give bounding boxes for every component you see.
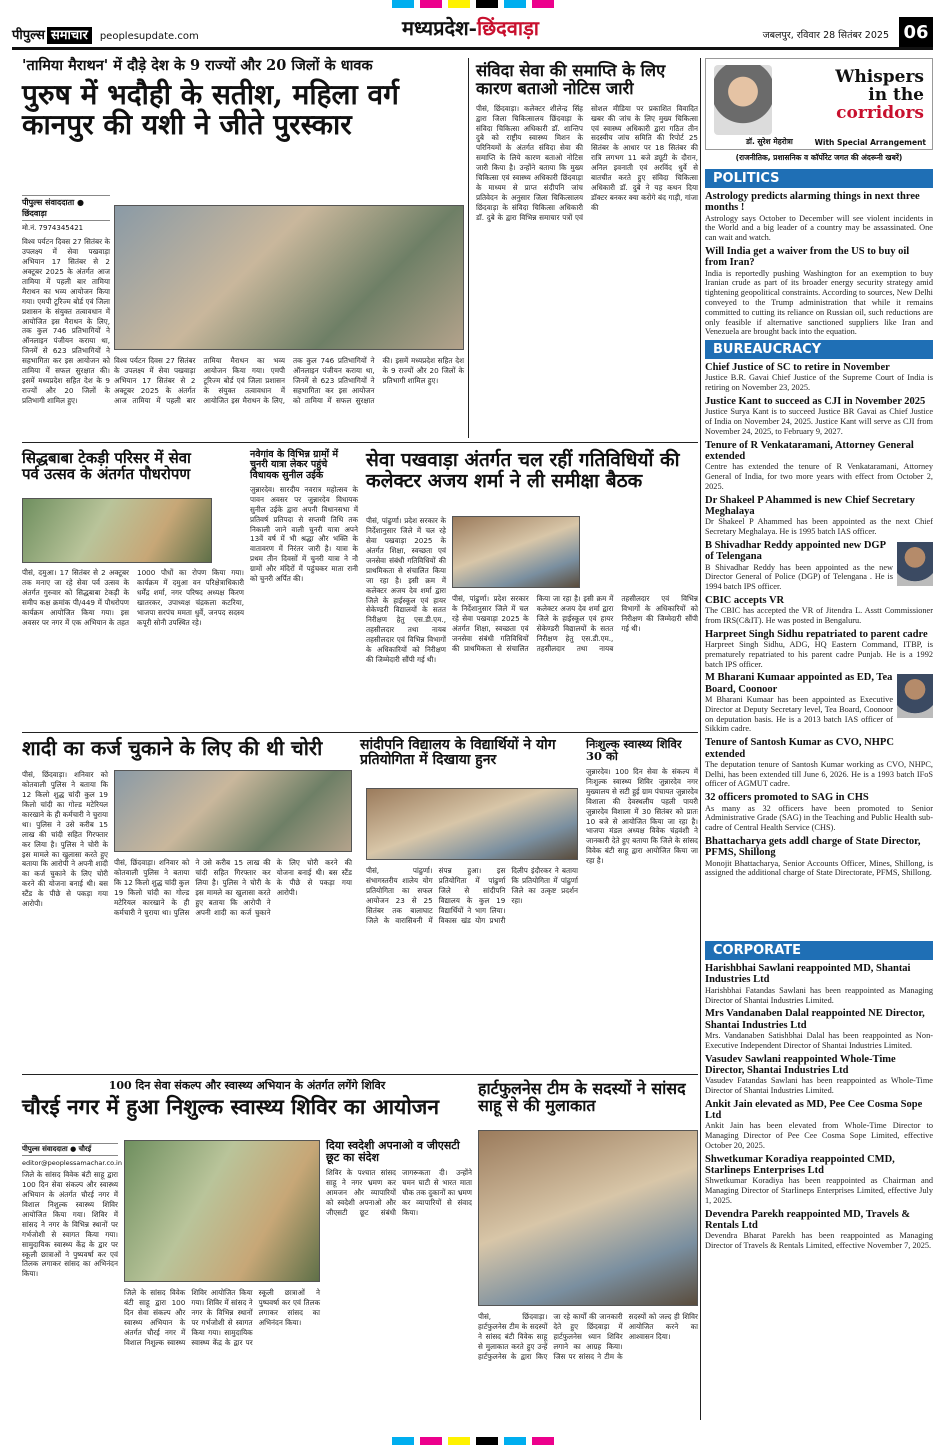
story-body: जुन्नारदेव। सारदीय नवरात्र महोत्सव के पावन अवसर पर जुन्नारदेव विधायक सुनील उईके द्वारा अपनी विधानसभा में प्रतिवर्ष प्रतिपदा से सप्तमी तिथि तक निकाली जाने वाली चुनरी यात्रा अपने 13वें वर्ष में भी श्रद्धा और भक्ति के वातावरण में निरंतर जारी है। यात्रा के प्रथम तीन दिवसों में चुनरी यात्रा ने नौ ग्रामों और मंदिरों में पहुंचकर माता रानी को चुनरी अर्पित की।: [250, 484, 358, 584]
news-item: [705, 440, 933, 492]
news-item-body: Devendra Bharat Parekh has been reappointed as Managing Director of Travels & Rentals Limited, effective November 7, 2025.: [705, 1231, 933, 1251]
story-mobile: मो.नं. 7974345421: [22, 224, 84, 232]
news-item: [705, 540, 933, 592]
news-item: [705, 1154, 933, 1206]
arrangement-note: With Special Arrangement: [814, 138, 926, 147]
story-collector-review: [366, 450, 698, 491]
masthead: [12, 14, 933, 50]
story-headline: सांदीपनि विद्यालय के विद्यार्थियों ने योग प्रतियोगिता में दिखाया हुनर: [360, 737, 556, 769]
whispers-title: Whispers in the corridors: [835, 67, 924, 123]
story-theft-body: पीसं, छिंदवाड़ा। शनिवार को कोतवाली पुलिस ने बताया कि 12 किलो शुद्ध चांदी कुल 19 किलो चांदी का गोल्ड मटेरियल कारखाने के ही कर्मचारी ने चुराया था। पुलिस ने उसे करीब 15 लाख की चांदी सहित गिरफ्तार कर लिया है। पुलिस ने चोरी के इस मामले का खुलासा करते हुए बताया कि आरोपी ने अपनी शादी का कर्ज चुकाने के लिए चोरी करने की योजना बनाई थी। बस स्टैंड के पीछे से पकड़ा गया आरोपी।: [22, 770, 108, 909]
author-photo: [714, 65, 772, 135]
story-headline: सिद्धबाबा टेकड़ी परिसर में सेवा पर्व उत्सव के अंतर्गत पौधरोपण: [22, 449, 191, 484]
news-item-title: Vasudev Sawlani reappointed Whole-Time Director, Shantai Industries Ltd: [705, 1053, 896, 1076]
news-item-body: Centre has extended the tenure of R Venkataramani, Attorney General of India, for two more years with effect from October 2, 2025.: [705, 462, 933, 491]
news-item: [705, 1099, 933, 1151]
news-item: [705, 836, 933, 878]
horizontal-rule: [22, 732, 698, 733]
news-item-title: Harishbhai Sawlani reappointed MD, Shantai Industries Ltd: [705, 963, 911, 986]
news-item: [705, 792, 933, 833]
news-item-title: B Shivadhar Reddy appointed new DGP of Telengana: [705, 539, 886, 563]
news-item: [705, 963, 933, 1005]
news-item-body: Mrs. Vandanaben Satishbhai Dalal has been reappointed as Non-Executive Independent Director of Shantai Industries Limited.: [705, 1031, 933, 1050]
news-item: [705, 495, 933, 537]
news-item-title: Justice Kant to succeed as CJI in November 2025: [705, 396, 926, 408]
news-item: [705, 191, 933, 243]
story-marathon: [22, 58, 462, 140]
news-item-title: Shwetkumar Koradiya reappointed CMD, Starlineps Enterprises Ltd: [705, 1153, 895, 1177]
whispers-header: [705, 58, 933, 150]
yoga-students-photo: [366, 788, 578, 860]
news-item-body: The CBIC has accepted the VR of Jitendra L. Asstt Commissioner from IRS(C&IT). He was posted in Bengaluru.: [705, 606, 933, 626]
news-item-body: Harishbhai Fatandas Sawlani has been reappointed as Managing Director of Shantai Industries Limited.: [705, 985, 933, 1005]
officer-photo: [897, 674, 933, 718]
story-chunri-yatra: [250, 450, 358, 711]
story-chaurai-cont: जिले के सांसद विवेक बंटी साहू द्वारा 100 दिन सेवा संकल्प और स्वास्थ्य अभियान के अंतर्गत चौरई नगर में विशाल निशुल्क स्वास्थ्य शिविर आयोजित किया गया। शिविर में सांसद ने नगर के विभिन्न स्थानों पर गर्भजोशी से स्वागत किया गया। सामुदायिक स्वास्थ्य केंद्र के द्वार पर स्कूली छात्राओं ने पुष्पवर्षा कर एवं तिलक लगाकर सांसद का अभिनंदन किया।: [124, 1288, 320, 1347]
story-chaurai-text: [22, 1140, 122, 1430]
story-byline: पीपुल्स संवाददाता ● छिंदवाड़ा: [22, 195, 110, 221]
news-item-title: Mrs Vandanaben Dalal reappointed NE Director, Shantai Industries Ltd: [705, 1008, 925, 1031]
news-item-body: The deputation tenure of Santosh Kumar working as CVO, NHPC, Delhi, has been extended till June 6, 2026. He is a 1993 batch IFoS officer of AGMUT cadre.: [705, 759, 933, 789]
news-item: [705, 1054, 933, 1096]
news-item-title: 32 officers promoted to SAG in CHS: [705, 792, 869, 804]
column-rule: [700, 58, 701, 1420]
story-headline: हार्टफुलनेस टीम के सदस्यों ने सांसद साहू से की मुलाकात: [478, 1079, 686, 1116]
news-item-body: Astrology says October to December will see violent incidents in the World and a big leader of a country may be assassinated. One can wait and watch.: [705, 213, 933, 243]
news-item: [705, 362, 933, 393]
website-url[interactable]: peoplesupdate.com: [99, 31, 199, 42]
news-item-title: Bhattacharya gets addl charge of State Director, PFMS, Shillong: [705, 835, 921, 859]
story-heartfulness-body: पीसं, छिंदवाड़ा। हार्टफुलनेस टीम के सदस्यों ने सांसद बंटी विवेक साहू से मुलाकात करते हुए उन्हें हार्टफुलनेस के द्वारा किए जा रहे कार्यों की जानकारी देते हुए छिंदवाड़ा में हार्टफुलनेस ध्यान शिविर लगाने का आग्रह किया। जिस पर सांसद ने टीम के सदस्यों को जल्द ही शिविर आयोजित करने का आश्वासन दिया।: [478, 1312, 698, 1361]
news-item-title: Tenure of Santosh Kumar as CVO, NHPC extended: [705, 737, 894, 760]
story-headline: सेवा पखवाड़ा अंतर्गत चल रहीं गतिविधियों की कलेक्टर अजय शर्मा ने ली समीक्षा बैठक: [366, 449, 680, 492]
page-number: 06: [899, 17, 933, 47]
whispers-tagline: (राजनीतिक, प्रशासनिक व कॉर्पोरेट जगत की अंदरूनी खबरें): [735, 153, 903, 162]
news-item-title: Ankit Jain elevated as MD, Pee Cee Cosma Sope Ltd: [705, 1098, 923, 1122]
news-item: [705, 1008, 933, 1050]
story-chaurai-camp: [22, 1080, 472, 1119]
story-collector-cont: पीसं, पांढुर्णा। प्रदेश सरकार के निर्देशानुसार जिले में चल रहे सेवा पखवाड़ा 2025 के अंतर्गत शिक्षा, स्वच्छता एवं जनसेवा संबंधी गतिविधियों की प्राथमिकता से संचालित किया जा रहा है। इसी क्रम में कलेक्टर अजय देव शर्मा द्वारा जिले के हाईस्कूल एवं हायर सेकेण्डरी विद्यालयों के सतत निरीक्षण हेतु एस.डी.एम., तहसीलदार तथा नायब तहसीलदार एवं विभिन्न विभागों के अधिकारियों को निरीक्षण की जिम्मेदारी सौंपी गई थी।: [452, 594, 698, 653]
news-item-body: B Shivadhar Reddy has been appointed as the new Director General of Police (DGP) of Telengana . He is 1994 batch IPS officer.: [705, 562, 893, 592]
officer-photo: [897, 542, 933, 586]
news-item-title: Will India get a waiver from the US to buy oil from Iran?: [705, 246, 910, 269]
news-item: [705, 1209, 933, 1251]
story-body: जुन्नारदेव। 100 दिन सेवा के संकल्प में निःशुल्क स्वास्थ्य शिविर जुन्नारदेव नगर मुख्यालय से सटी हुई ग्राम पंचायत जुन्नारदेव विशाला की देवस्थलीय पहली पायरी जुन्नारदेव विशाला में 30 सितंबर को प्रातः 10 बजे से आयोजित किया जा रहा है। भाजपा मंडल अध्यक्ष विवेक चंद्रवंशी ने जानकारी देते हुए बताया कि जिले के सांसद विवेक बंटी साहू द्वारा आयोजित किया जा रहा है।: [586, 766, 698, 866]
news-item-title: Chief Justice of SC to retire in November: [705, 362, 890, 374]
story-body: पीसं, छिंदवाड़ा। कलेक्टर शीलेन्द्र सिंह द्वारा जिला चिकित्सालय छिंदवाड़ा के संविदा चिकित्सा अधिकारी डॉ. शान्तिप दुबे को राष्ट्रीय स्वास्थ्य मिशन के परिनियमों के अंतर्गत संविदा सेवा की समाप्ति के लिये कारण बताओ नोटिस जारी किया है। उन्होंने बताया कि मुख्य चिकित्सा एवं स्वास्थ्य अधिकारी छिंदवाड़ा के माध्यम से प्राप्त संदीपनि जांच प्रतिवेदन के अनुसार जिला चिकित्सालय छिंदवाड़ा के संविदा चिकित्सा अधिकारी डॉ. दुबे के द्वारा विभिन्न समाचार पत्रों एवं सोशल मीडिया पर प्रकाशित विवादित खबर की जांच के लिए मुख्य चिकित्सा एवं स्वास्थ्य अधिकारी द्वारा गठित तीन सदस्यीय जांच समिति की रिपोर्ट 25 सितंबर के आधार पर 18 सितंबर की रात्रि लगभग 11 बजे ड्यूटी के दौरान, अनिल इवनाती एवं अरविंद धुर्वे से बातचीत करते हुए संविदा चिकित्सा अधिकारी डॉ. दुबे ने यह कथन दिया डॉक्टर बनकर क्या करोगे बंद गाड़ी, गांजा की: [476, 103, 698, 222]
story-theft: [22, 738, 352, 760]
news-item-title: Devendra Parekh reappointed MD, Travels & Rentals Ltd: [705, 1208, 911, 1232]
story-headline: चौरई नगर में हुआ निशुल्क स्वास्थ्य शिविर का आयोजन: [22, 1093, 439, 1119]
registration-bar-top: [0, 0, 945, 8]
story-body: विश्व पर्यटन दिवस 27 सितंबर के उपलक्ष्य में सेवा पखवाड़ा अभियान 17 सितंबर से 2 अक्टूबर 2025 के अंतर्गत आज तामिया में पहली बार तामिया मैराथन का भव्य आयोजन किया गया। एमपी टूरिज्म बोर्ड एवं जिला प्रशासन के संयुक्त तत्वावधान में आयोजित इस मैराथन के लिए, तक कुल 746 प्रतिभागियों ने ऑनलाइन पंजीयन कराया था, जिनमें से 623 प्रतिभागियों ने सहभागिता कर इस आयोजन को तामिया में सफल सुरक्षात की। इसमें मध्यप्रदेश सहित देश के 9 राज्यों और 20 जिलों के प्रतिभागी शामिल हुए।: [22, 237, 110, 405]
story-health-camp-30: [586, 738, 698, 1057]
column-rule: [468, 58, 469, 438]
news-item: [705, 629, 933, 670]
whispers-sidebar: [705, 58, 933, 1251]
section-head-corporate: CORPORATE: [705, 941, 933, 960]
registration-bar-bottom: [0, 1437, 945, 1445]
story-body: शिविर के पश्चात सांसद साहू ने नगर भ्रमण कर आमजन और व्यापारियों को स्वदेशी अपनाओ और जीएसटी छूट संबंधी जागरूकता दी। उन्होंने चमन घाटी से भारत माता चौक तक दुकानों का भ्रमण कर व्यापारियों से संवाद किया।: [326, 1167, 472, 1217]
story-kicker: 'तामिया मैराथन' में दौड़े देश के 9 राज्यों और 20 जिलों के धावक: [22, 57, 373, 74]
marathon-photo: [114, 205, 464, 350]
news-item: [705, 595, 933, 626]
story-plantation: [22, 450, 212, 482]
story-yoga: [360, 738, 580, 768]
story-headline: संविदा सेवा की समाप्ति के लिए कारण बताओ नोटिस जारी: [476, 61, 666, 98]
story-kicker: 100 दिन सेवा संकल्प और स्वास्थ्य अभियान के अंतर्गत लगेंगे शिविर: [108, 1079, 386, 1092]
story-marathon-text: [22, 192, 110, 477]
bureaucracy-list: [705, 362, 933, 938]
news-item-title: M Bharani Kumaar appointed as ED, Tea Board, Coonoor: [705, 672, 893, 695]
story-contract-notice: [476, 62, 698, 434]
news-item-body: Shwetkumar Koradiya has been reappointed as Chairman and Managing Director of Starlineps Enterprises Limited, effective July 1, 2025.: [705, 1176, 933, 1205]
story-headline: नवेगांव के विभिन्न ग्रामों में चुनरी यात्रा लेकर पहुंचे विधायक सुनील उईके: [250, 449, 339, 481]
news-item-body: Justice Surya Kant is to succeed Justice BR Gavai as Chief Justice of India on November 24, 2025. Justice Kant will serve as CJI from November 24, 2025, to February 9, 2027.: [705, 407, 933, 436]
police-photo: [114, 770, 352, 852]
section-title: मध्यप्रदेश-छिंदवाड़ा: [402, 16, 539, 40]
news-item: [705, 672, 933, 734]
news-item-body: Monojit Bhattacharya, Senior Accounts Officer, Mines, Shillong, is assigned the additional charge of State Directorate, PFMS, Shillong.: [705, 858, 933, 878]
story-headline: दिया स्वदेशी अपनाओ व जीएसटी छूट का संदेश: [326, 1139, 460, 1164]
story-theft-cont: पीसं, छिंदवाड़ा। शनिवार को कोतवाली पुलिस ने बताया कि 12 किलो शुद्ध चांदी कुल 19 किलो चांदी का गोल्ड मटेरियल कारखाने के ही कर्मचारी ने चुराया था। पुलिस ने उसे करीब 15 लाख की चांदी सहित गिरफ्तार कर लिया है। पुलिस ने चोरी के इस मामले का खुलासा करते हुए बताया कि आरोपी ने अपनी शादी का कर्ज चुकाने के लिए चोरी करने की योजना बनाई थी। बस स्टैंड के पीछे से पकड़ा गया आरोपी।: [114, 858, 352, 917]
author-name: डॉ. सुरेश मेहरोत्रा: [746, 137, 793, 146]
story-email[interactable]: editor@peoplessamachar.co.in: [22, 1159, 122, 1167]
news-item: [705, 246, 933, 337]
section-head-bureaucracy: BUREAUCRACY: [705, 340, 933, 359]
story-plantation-body: पीसं, दमुआ। 17 सितंबर से 2 अक्टूबर तक मनाए जा रहे सेवा पर्व उत्सव के अंतर्गत गुरुवार को सिद्धबाबा टेकड़ी के समीप कक्ष क्रमांक पी/449 में पौधरोपण कार्यक्रम आयोजित किया गया। इस अवसर पर नगर में एक अभियान के तहत 1000 पौधों का रोपण किया गया। कार्यक्रम में दमुआ वन परिक्षेत्राधिकारी धर्मेंद्र शर्मा, नगर परिषद अध्यक्ष किरण खातरकर, उपाध्यक्ष चंद्रकला कटरिया, भाजपा सरपंच ममता धुर्वे, जनपद सदस्य कपूरी सोनी उपस्थित रहे।: [22, 568, 244, 627]
corporate-list: [705, 963, 933, 1251]
edition-date: जबलपुर, रविवार 28 सितंबर 2025: [762, 30, 889, 41]
story-headline: निःशुल्क स्वास्थ्य शिविर 30 को: [586, 737, 682, 764]
news-item-body: Harpreet Singh Sidhu, ADG, HQ Eastern Command, ITBP, is prematurely repatriated to his parent cadre Punjab. He is a 1992 batch IPS officer.: [705, 640, 933, 669]
news-item-title: Dr Shakeel P Ahammed is new Chief Secretary Meghalaya: [705, 494, 915, 518]
news-item-body: As many as 32 officers have been promoted to Senior Administrative Grade (SAG) in the Teaching and Public Health sub-cadre of Central Health Service (CHS).: [705, 803, 933, 833]
story-byline: पीपुल्स संवाददाता ● चौरई: [22, 1143, 118, 1156]
news-item-body: India is reportedly pushing Washington for an exemption to buy Iranian crude as part of its broader energy security strategy amid tightening geopolitical constraints. According to sources, New Delhi conveyed to the Trump administration that while it remains committed to cutting its reliance on Russian oil, such reductions are only feasible if alternative sanctioned suppliers like Iran and Venezuela are brought back into the equation.: [705, 268, 933, 337]
story-swadeshi: [326, 1140, 472, 1414]
news-item-title: Astrology predicts alarming things in next three months !: [705, 191, 920, 214]
news-item-body: Ankit Jain has been elevated from Whole-Time Director to Managing Director of Pee Cee Cosma Sope Limited, effective October 20, 2025.: [705, 1121, 933, 1150]
plantation-photo: [22, 498, 212, 563]
story-heartfulness: [478, 1080, 698, 1115]
story-marathon-cont: विश्व पर्यटन दिवस 27 सितंबर के उपलक्ष्य में सेवा पखवाड़ा अभियान 17 सितंबर से 2 अक्टूबर 2025 के अंतर्गत आज तामिया में पहली बार तामिया मैराथन का भव्य आयोजन किया गया। एमपी टूरिज्म बोर्ड एवं जिला प्रशासन के संयुक्त तत्वावधान में आयोजित इस मैराथन के लिए, तक कुल 746 प्रतिभागियों ने ऑनलाइन पंजीयन कराया था, जिनमें से 623 प्रतिभागियों ने सहभागिता कर इस आयोजन को तामिया में सफल सुरक्षात की। इसमें मध्यप्रदेश सहित देश के 9 राज्यों और 20 जिलों के प्रतिभागी शामिल हुए।: [114, 356, 464, 405]
story-collector-body: पीसं, पांढुर्णा। प्रदेश सरकार के निर्देशानुसार जिले में चल रहे सेवा पखवाड़ा 2025 के अंतर्गत शिक्षा, स्वच्छता एवं जनसेवा संबंधी गतिविधियों की प्राथमिकता से संचालित किया जा रहा है। इसी क्रम में कलेक्टर अजय देव शर्मा द्वारा जिले के हाईस्कूल एवं हायर सेकेण्डरी विद्यालयों के सतत निरीक्षण हेतु एस.डी.एम., तहसीलदार तथा नायब तहसीलदार एवं विभिन्न विभागों के अधिकारियों को निरीक्षण की जिम्मेदारी सौंपी गई थी।: [366, 516, 446, 665]
heartfulness-photo: [478, 1130, 698, 1306]
story-yoga-body: पीसं, पांढुर्णा। संभागस्तरीय शालेय योग प्रतियोगिता का सफल आयोजन 23 से 25 सितंबर तक बालाघाट जिले के वारासिवनी में संपन्न हुआ। इस प्रतियोगिता में पांढुर्णा जिले से सांदीपनि विद्यालय के कुल 19 विद्यार्थियों ने भाग लिया। विकास खंड योग प्रभारी दिलीप इंदौरकर ने बताया कि प्रतियोगिता में पांढुर्णा जिले का उत्कृष्ट प्रदर्शन रहा।: [366, 866, 578, 925]
news-item: [705, 396, 933, 437]
news-item-body: Vasudev Fatandas Sawlani has been reappointed as Whole-Time Director of Shantai Industries Limited.: [705, 1076, 933, 1095]
story-headline: पुरुष में भदौही के सतीश, महिला वर्ग कानपुर की यशी ने जीते पुरस्कार: [22, 77, 399, 141]
horizontal-rule: [22, 1074, 698, 1075]
news-item-title: Tenure of R Venkataramani, Attorney General extended: [705, 439, 914, 463]
story-body: जिले के सांसद विवेक बंटी साहू द्वारा 100 दिन सेवा संकल्प और स्वास्थ्य अभियान के अंतर्गत चौरई नगर में विशाल निशुल्क स्वास्थ्य शिविर आयोजित किया गया। शिविर में सांसद ने नगर के विभिन्न स्थानों पर गर्भजोशी से स्वागत किया गया। सामुदायिक स्वास्थ्य केंद्र के द्वार पर स्कूली छात्राओं ने पुष्पवर्षा कर एवं तिलक लगाकर सांसद का अभिनंदन किया।: [22, 1170, 118, 1279]
news-item-body: Dr Shakeel P Ahammed has been appointed as the next Chief Secretary Meghalaya. He is 1995 batch IAS officer.: [705, 517, 933, 537]
horizontal-rule: [22, 442, 698, 443]
story-headline: शादी का कर्ज चुकाने के लिए की थी चोरी: [22, 736, 323, 760]
news-item-body: Justice B.R. Gavai Chief Justice of the Supreme Court of India is retiring on November 23, 2025.: [705, 373, 933, 393]
politics-list: [705, 191, 933, 337]
news-item-title: CBIC accepts VR: [705, 594, 785, 606]
review-meeting-photo: [452, 516, 580, 588]
health-camp-photo: [124, 1140, 320, 1282]
news-item-title: Harpreet Singh Sidhu repatriated to parent cadre: [705, 628, 928, 640]
news-item: [705, 737, 933, 789]
section-head-politics: POLITICS: [705, 169, 933, 188]
newspaper-logo: पीपुल्स समाचार: [12, 25, 92, 47]
news-item-body: M Bharani Kumaar has been appointed as Executive Director at Deputy Secretary level, Tea Board, Coonoor on deputation basis. He is a 2013 batch IAS officer of Sikkim cadre.: [705, 695, 893, 734]
